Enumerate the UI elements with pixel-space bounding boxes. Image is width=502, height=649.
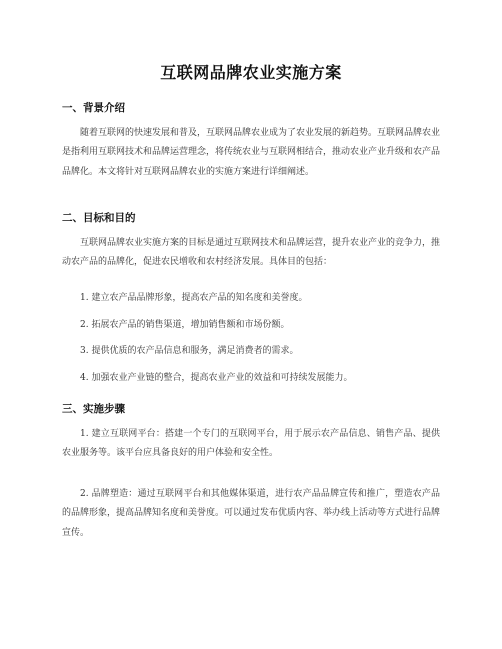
list-item: 3. 提供优质的农产品信息和服务，满足消费者的需求。 — [80, 346, 299, 356]
document-title: 互联网品牌农业实施方案 — [160, 63, 342, 82]
section-heading-background: 一、背景介绍 — [62, 102, 125, 114]
list-item: 2. 拓展农产品的销售渠道，增加销售额和市场份额。 — [80, 320, 290, 330]
section-paragraph-step-branding: 2. 品牌塑造：通过互联网平台和其他媒体渠道，进行农产品品牌宣传和推广，塑造农产品的品牌形象，提高品牌知名度和美誉度。可以通过发布优质内容、举办线上活动等方式进行品牌宣传。 — [62, 489, 441, 538]
section-heading-steps: 三、实施步骤 — [62, 403, 125, 415]
list-item: 1. 建立农产品品牌形象，提高农产品的知名度和美誉度。 — [80, 293, 308, 303]
section-paragraph-background: 随着互联网的快速发展和普及，互联网品牌农业成为了农业发展的新趋势。互联网品牌农业是指利用互联网技术和品牌运营理念，将传统农业与互联网相结合，推动农业产业升级和农产品品牌化。本文将针对互联网品牌农业的实施方案进行详细阐述。 — [62, 128, 441, 177]
section-paragraph-goals: 互联网品牌农业实施方案的目标是通过互联网技术和品牌运营，提升农业产业的竞争力，推动农产品的品牌化，促进农民增收和农村经济发展。具体目的包括： — [62, 238, 441, 268]
section-heading-goals: 二、目标和目的 — [62, 212, 136, 224]
list-item: 4. 加强农业产业链的整合，提高农业产业的效益和可持续发展能力。 — [80, 373, 353, 383]
section-paragraph-step-platform: 1. 建立互联网平台：搭建一个专门的互联网平台，用于展示农产品信息、销售产品、提供农业服务等。该平台应具备良好的用户体验和安全性。 — [62, 429, 440, 459]
